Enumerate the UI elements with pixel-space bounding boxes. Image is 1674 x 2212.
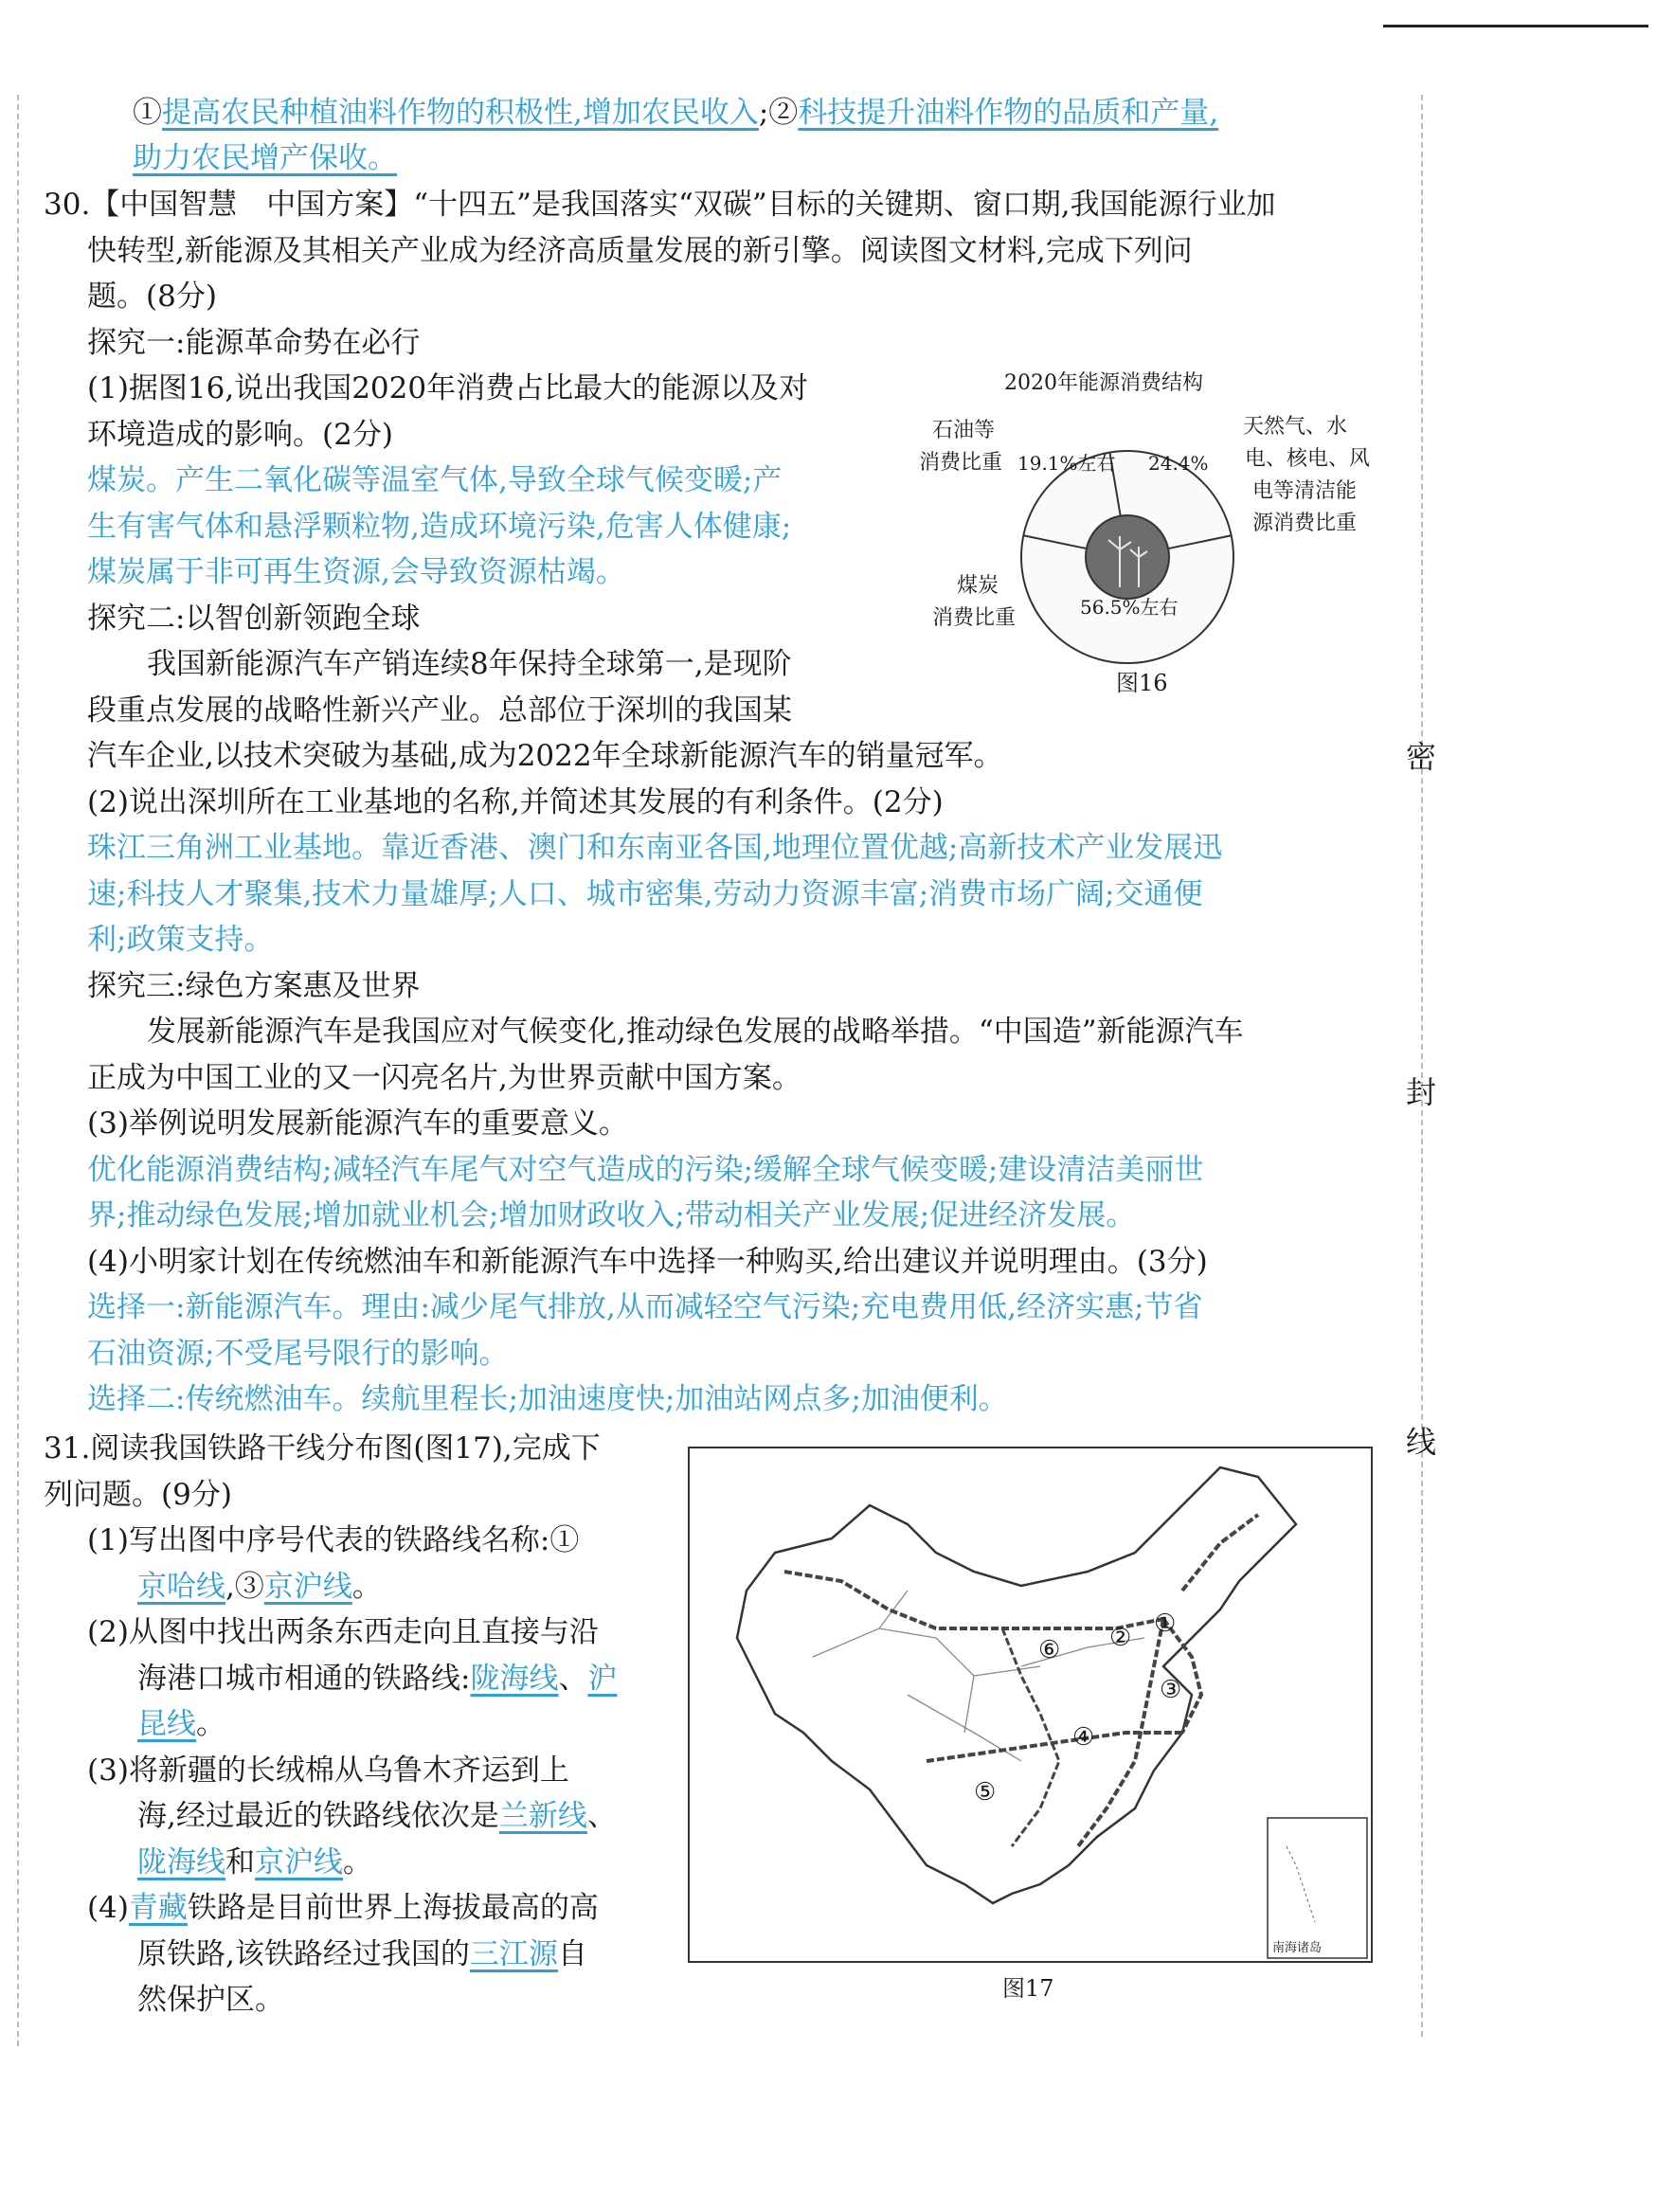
- q30-1-answer-line-2: 生有害气体和悬浮颗粒物,造成环境污染,危害人体健康;: [87, 510, 792, 544]
- q31-4-prompt-line-1: (4)青藏铁路是目前世界上海拔最高的高: [87, 1891, 599, 1925]
- q30-2-answer-line-1: 珠江三角洲工业基地。靠近香港、澳门和东南亚各国,地理位置优越;高新技术产业发展迅: [87, 831, 1223, 865]
- fig16-oil-label-2: 消费比重: [919, 451, 1003, 475]
- q30-stem-line-2: 快转型,新能源及其相关产业成为经济高质量发展的新引擎。阅读图文材料,完成下列问: [87, 234, 1193, 268]
- q29-answer-line-2: 助力农民增产保收。: [133, 141, 397, 175]
- q30-4-prompt: (4)小明家计划在传统燃油车和新能源汽车中选择一种购买,给出建议并说明理由。(3分): [87, 1245, 1208, 1279]
- q31-stem-line-2: 列问题。(9分): [44, 1478, 232, 1512]
- inquiry-3-title: 探究三:绿色方案惠及世界: [87, 969, 421, 1003]
- fig16-title: 2020年能源消费结构: [1004, 371, 1203, 395]
- material-2-line-2: 段重点发展的战略性新兴产业。总部位于深圳的我国某: [87, 693, 792, 728]
- q30-1-answer-line-1: 煤炭。产生二氧化碳等温室气体,导致全球气候变暖;产: [87, 463, 783, 497]
- q31-4-prompt-line-3: 然保护区。: [137, 1983, 284, 2017]
- marker-4: ④: [1072, 1723, 1095, 1752]
- q30-1-prompt-line-2: 环境造成的影响。(2分): [87, 418, 393, 452]
- q30-stem-line-3: 题。(8分): [87, 279, 217, 314]
- railway-lanxin-longhai: [784, 1572, 1163, 1628]
- marker-6: ⑥: [1038, 1636, 1061, 1664]
- q31-1-prompt: (1)写出图中序号代表的铁路线名称:①: [87, 1523, 580, 1557]
- q31-3-prompt-line-2: 海,经过最近的铁路线依次是兰新线、: [137, 1799, 617, 1833]
- marker-3: ③: [1160, 1676, 1182, 1704]
- q31-3-prompt-line-1: (3)将新疆的长绒棉从乌鲁木齐运到上: [87, 1753, 569, 1788]
- marker-2: ②: [1109, 1624, 1132, 1652]
- material-2-line-3: 汽车企业,以技术突破为基础,成为2022年全球新能源汽车的销量冠军。: [87, 739, 1003, 773]
- fig17-caption: 图17: [1002, 1975, 1054, 2002]
- fig16-clean-label-4: 源消费比重: [1252, 512, 1358, 535]
- q31-3-answer-line: 陇海线和京沪线。: [137, 1845, 372, 1879]
- fig16-coal-value: 56.5%左右: [1080, 596, 1179, 619]
- marker-1: ①: [1154, 1610, 1177, 1638]
- fig16-coal-label-1: 煤炭: [957, 574, 999, 598]
- material-2-line-1: 我国新能源汽车产销连续8年保持全球第一,是现阶: [147, 647, 792, 681]
- fig16-oil-value: 19.1%左右: [1017, 452, 1116, 475]
- fig16-caption: 图16: [1116, 670, 1168, 696]
- margin-char-feng: 封: [1406, 1074, 1437, 1110]
- pie-center-photo: [1086, 515, 1169, 599]
- q30-4-answer-line-3: 选择二:传统燃油车。续航里程长;加油速度快;加油站网点多;加油便利。: [87, 1382, 1008, 1416]
- margin-char-mi: 密: [1406, 739, 1437, 775]
- q30-3-answer-line-2: 界;推动绿色发展;增加就业机会;增加财政收入;带动相关产业发展;促进经济发展。: [87, 1198, 1136, 1232]
- q31-1-answer-line: 京哈线,③京沪线。: [137, 1570, 382, 1604]
- q31-2-answer-line: 昆线。: [137, 1707, 225, 1741]
- q30-2-answer-line-3: 利;政策支持。: [87, 923, 274, 957]
- q30-4-answer-line-2: 石油资源;不受尾号限行的影响。: [87, 1337, 509, 1371]
- q30-3-answer-line-1: 优化能源消费结构;减轻汽车尾气对空气造成的污染;缓解全球气候变暖;建设清洁美丽世: [87, 1153, 1204, 1187]
- q30-2-answer-line-2: 速;科技人才聚集,技术力量雄厚;人口、城市密集,劳动力资源丰富;消费市场广阔;交通便: [87, 877, 1203, 911]
- railway-beijing-harbin: [1182, 1515, 1258, 1591]
- q30-4-answer-line-1: 选择一:新能源汽车。理由:减少尾气排放,从而减轻空气污染;充电费用低,经济实惠;节省: [87, 1290, 1203, 1324]
- margin-char-xian: 线: [1406, 1424, 1437, 1460]
- fig16-clean-value: 24.4%: [1148, 452, 1209, 475]
- q30-3-prompt: (3)举例说明发展新能源汽车的重要意义。: [87, 1106, 628, 1141]
- left-binding-line: [17, 95, 19, 2046]
- q31-stem-line-1: 31.阅读我国铁路干线分布图(图17),完成下: [44, 1431, 601, 1466]
- q31-2-prompt-line-1: (2)从图中找出两条东西走向且直接与沿: [87, 1615, 599, 1649]
- q30-2-prompt: (2)说出深圳所在工业基地的名称,并简述其发展的有利条件。(2分): [87, 785, 944, 819]
- inquiry-2-title: 探究二:以智创新领跑全球: [87, 602, 421, 636]
- q30-stem-line-1: 30.【中国智慧 中国方案】“十四五”是我国落实“双碳”目标的关键期、窗口期,我国能源行业加: [44, 188, 1276, 222]
- q30-1-prompt-line-1: (1)据图16,说出我国2020年消费占比最大的能源以及对: [87, 371, 809, 405]
- fig16-coal-label-2: 消费比重: [932, 606, 1017, 630]
- marker-5: ⑤: [974, 1778, 997, 1807]
- fig16-clean-label-3: 电等清洁能: [1252, 479, 1358, 503]
- fig16-clean-label-1: 天然气、水: [1243, 415, 1348, 439]
- material-3-line-2: 正成为中国工业的又一闪亮名片,为世界贡献中国方案。: [87, 1061, 801, 1095]
- inset-label: 南海诸岛: [1272, 1941, 1323, 1955]
- fig16-oil-label-1: 石油等: [932, 419, 996, 442]
- material-3-line-1: 发展新能源汽车是我国应对气候变化,推动绿色发展的战略举措。“中国造”新能源汽车: [147, 1015, 1244, 1049]
- right-binding-line: [1421, 95, 1423, 2037]
- q30-1-answer-line-3: 煤炭属于非可再生资源,会导致资源枯竭。: [87, 555, 625, 589]
- inquiry-1-title: 探究一:能源革命势在必行: [87, 326, 421, 360]
- q31-2-prompt-line-2: 海港口城市相通的铁路线:陇海线、沪: [137, 1662, 618, 1696]
- q29-answer-line-1: ①提高农民种植油料作物的积极性,增加农民收入;②科技提升油料作物的品质和产量,: [133, 96, 1219, 130]
- fig17-svg: [690, 1448, 1371, 1961]
- q31-4-prompt-line-2: 原铁路,该铁路经过我国的三江源自: [137, 1937, 587, 1971]
- fig16-clean-label-2: 电、核电、风: [1245, 447, 1371, 471]
- top-rule: [1383, 25, 1648, 27]
- fig17-map: [688, 1447, 1373, 1963]
